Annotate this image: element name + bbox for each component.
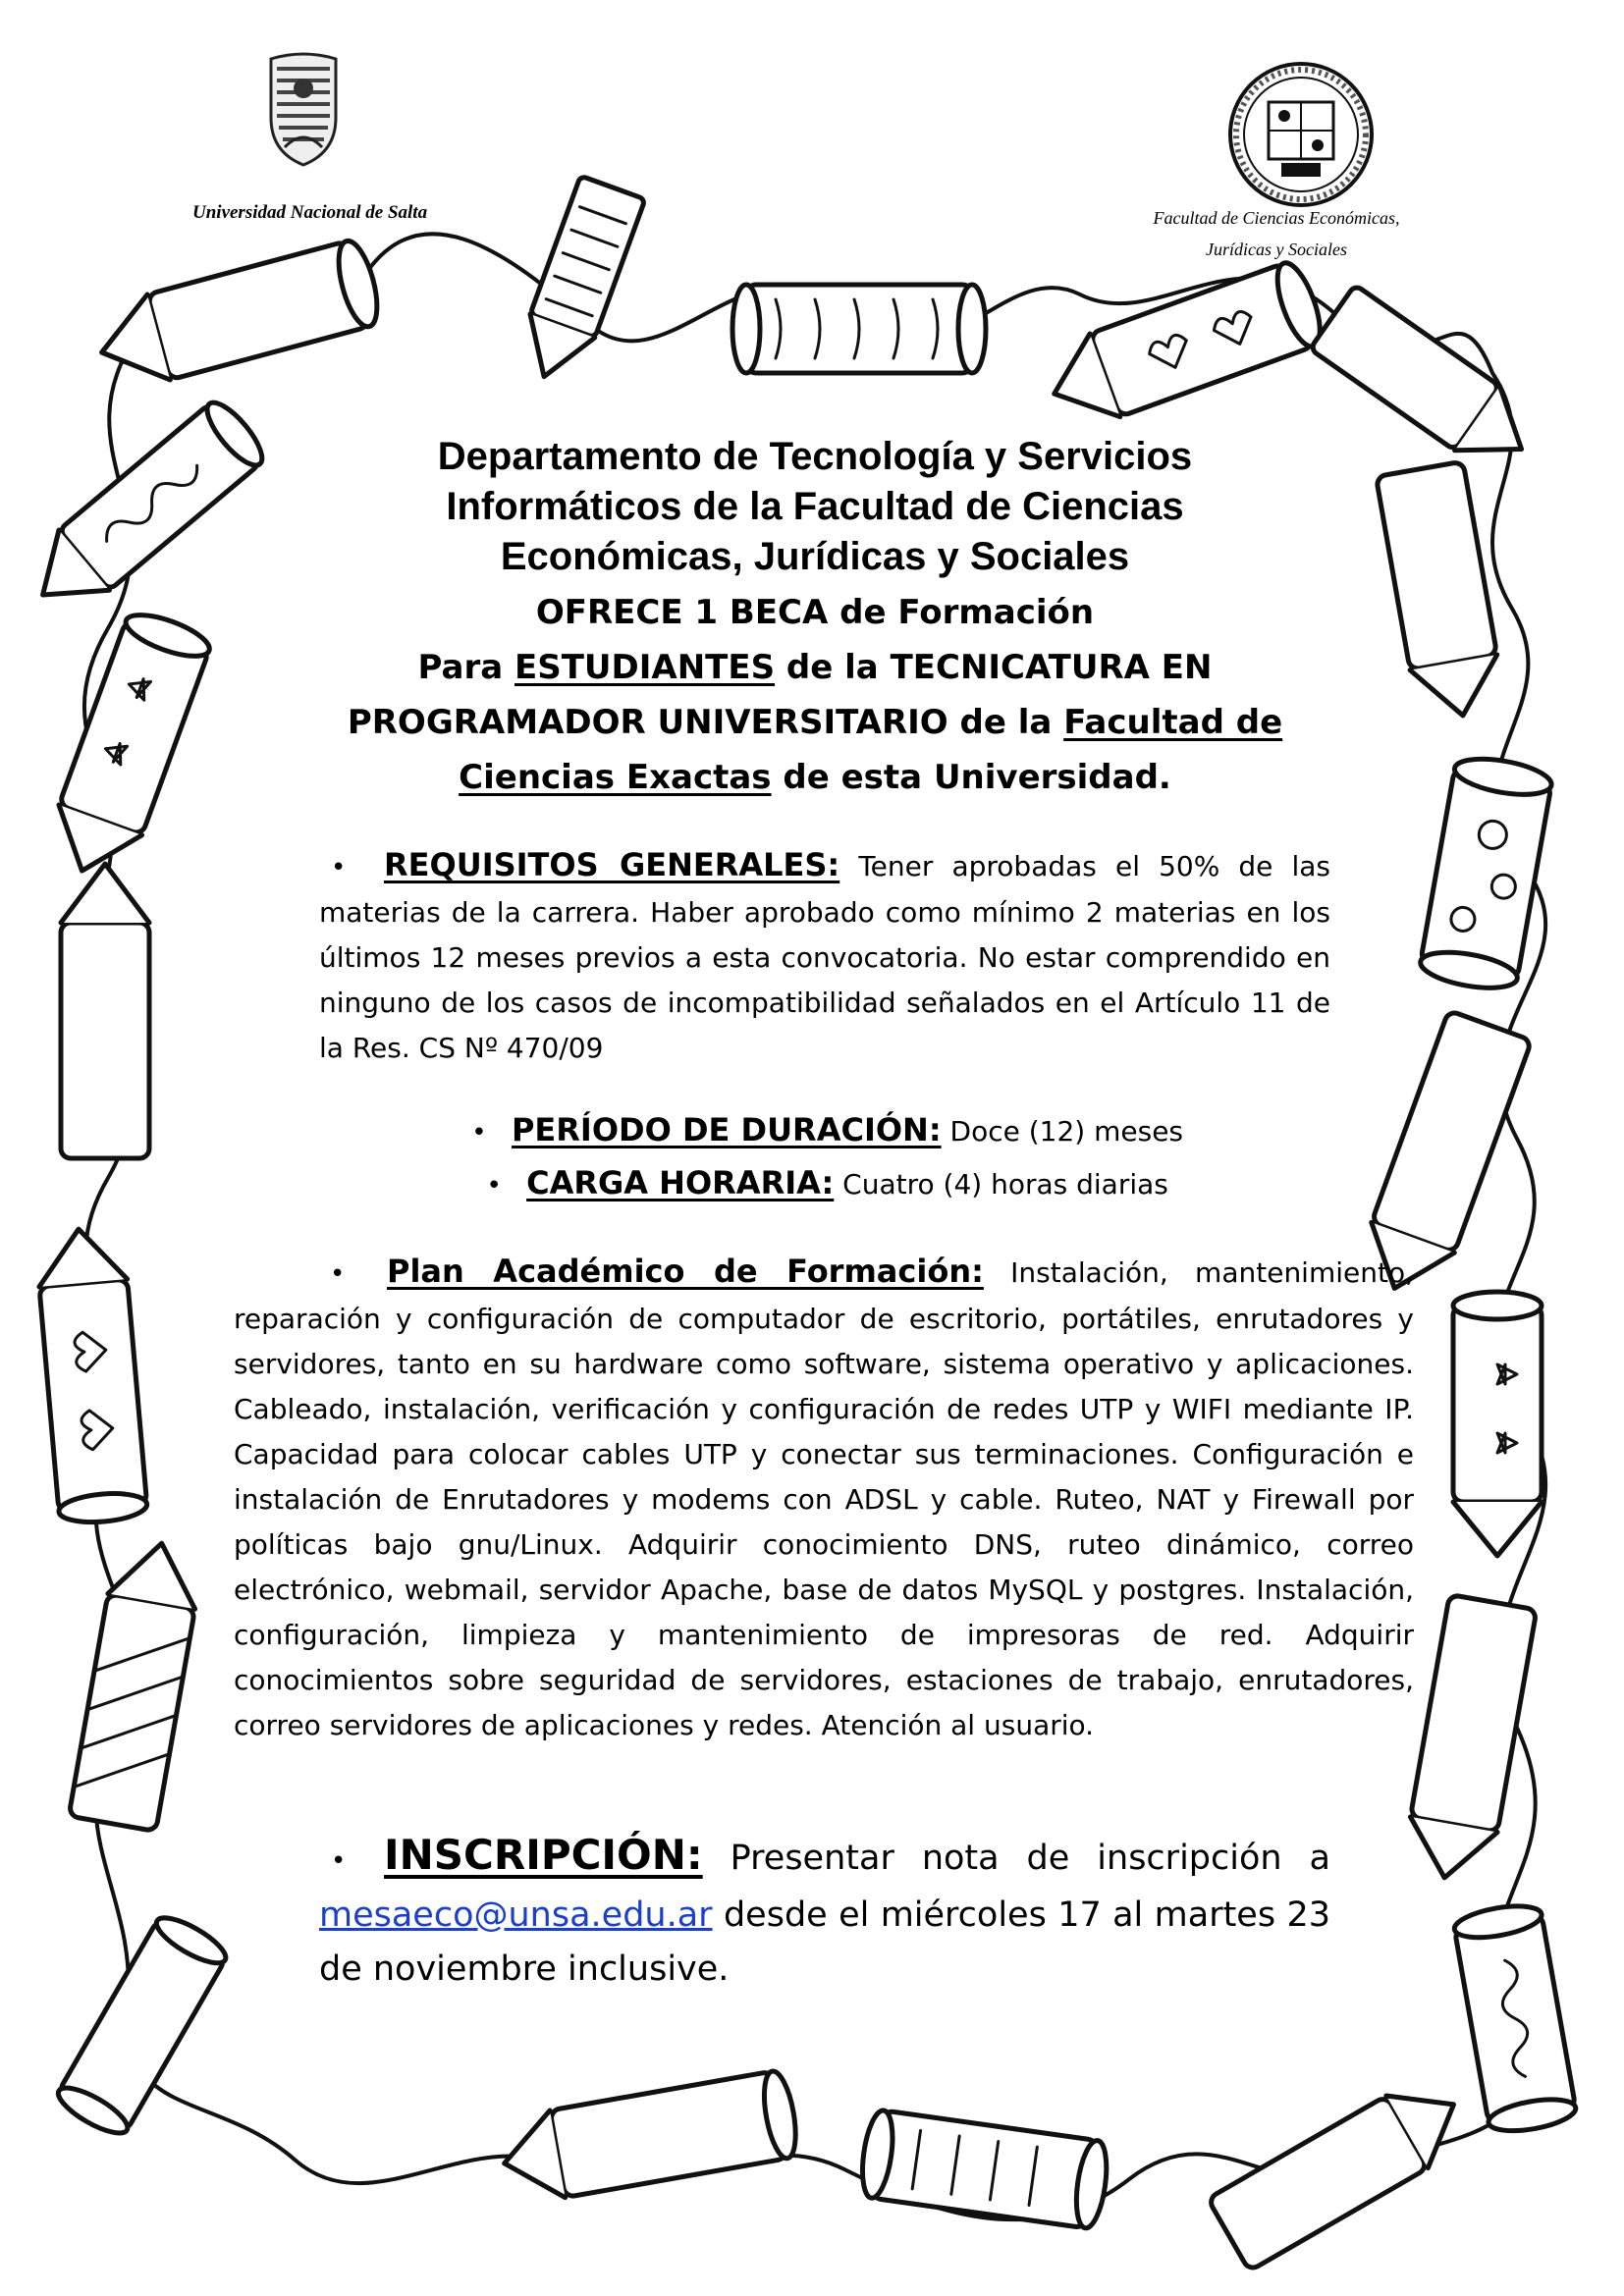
bullet-icon: •	[331, 1846, 347, 1876]
inscripcion-text1: Presentar nota de inscripción a	[702, 1839, 1330, 1878]
department-title-line1: Departamento de Tecnología y Servicios	[437, 435, 1193, 478]
requisitos-label: REQUISITOS GENERALES:	[384, 846, 840, 883]
bullet-icon: •	[330, 1259, 346, 1289]
department-title-line3: Económicas, Jurídicas y Sociales	[500, 535, 1130, 578]
inscripcion-label: INSCRIPCIÓN:	[384, 1831, 703, 1879]
plan-academico-section	[234, 1249, 1414, 1748]
estudiantes-text: ESTUDIANTES	[514, 648, 776, 687]
periodo-line	[324, 1111, 1306, 1148]
inscripcion-text2: desde el miércoles 17 al martes 23 de noviembre inclusive.	[319, 1896, 1330, 1989]
offer-line: OFRECE 1 BECA de Formación	[535, 593, 1095, 632]
plan-label: Plan Académico de Formación:	[387, 1253, 984, 1290]
faculty-name-line2: Jurídicas y Sociales	[1206, 240, 1347, 259]
programador-text: PROGRAMADOR UNIVERSITARIO de la	[347, 703, 1064, 742]
bullet-icon: •	[471, 1118, 487, 1148]
department-title-line2: Informáticos de la Facultad de Ciencias	[446, 485, 1184, 528]
universidad-text: de esta Universidad.	[771, 758, 1171, 797]
plan-text: Instalación, mantenimiento, reparación y configuración de computador de escritorio, portátiles, enrutadores y servidores, tanto en su hardware como software, sistema operativo y aplicaciones. Cableado, instalación, verificación y configuración de redes UTP y WIFI mediante IP. Capacidad para colocar cables UTP y conectar sus terminaciones. Configuración e instalación de Enrutadores y modems con ADSL y cable. Ruteo, NAT y Firewall por políticas bajo gnu/Linux. Adquirir conocimiento DNS, ruteo dinámico, correo electrónico, webmail, servidor Apache, base de datos MySQL y postgres. Instalación, configuración, limpieza y mantenimiento de impresoras de red. Adquirir conocimientos sobre seguridad de servidores, estaciones de trabajo, enrutadores, correo servidores de aplicaciones y redes. Atención al usuario.	[234, 1256, 1415, 1741]
tecnicatura-text: de la TECNICATURA EN	[775, 648, 1213, 687]
ciencias-exactas-text: Ciencias Exactas	[459, 758, 772, 797]
periodo-label: PERÍODO DE DURACIÓN:	[511, 1111, 942, 1148]
faculty-name-line1: Facultad de Ciencias Económicas,	[1153, 208, 1400, 228]
requisitos-text: Tener aprobadas el 50% de las materias de la carrera. Haber aprobado como mínimo 2 materias en los últimos 12 meses previos a esta convocatoria. No estar comprendido en ninguno de los casos de incompatibilidad señalados en el Artículo 11 de la Res. CS Nº 470/09	[319, 850, 1331, 1064]
inscripcion-section	[319, 1828, 1330, 1997]
carga-label: CARGA HORARIA:	[526, 1164, 835, 1201]
bullet-icon: •	[486, 1171, 502, 1201]
carga-line	[324, 1164, 1306, 1201]
target-line2	[255, 695, 1375, 750]
para-text: Para	[417, 648, 514, 687]
facultad-de-text: Facultad de	[1063, 703, 1283, 742]
carga-text: Cuatro (4) horas diarias	[834, 1168, 1168, 1201]
periodo-text: Doce (12) meses	[941, 1115, 1184, 1148]
target-line1	[255, 640, 1375, 695]
university-name: Universidad Nacional de Salta	[192, 202, 428, 223]
bullet-icon: •	[331, 853, 347, 882]
requisitos-section	[319, 842, 1330, 1071]
email-link[interactable]: mesaeco@unsa.edu.ar	[319, 1896, 713, 1935]
target-line3	[255, 750, 1375, 805]
